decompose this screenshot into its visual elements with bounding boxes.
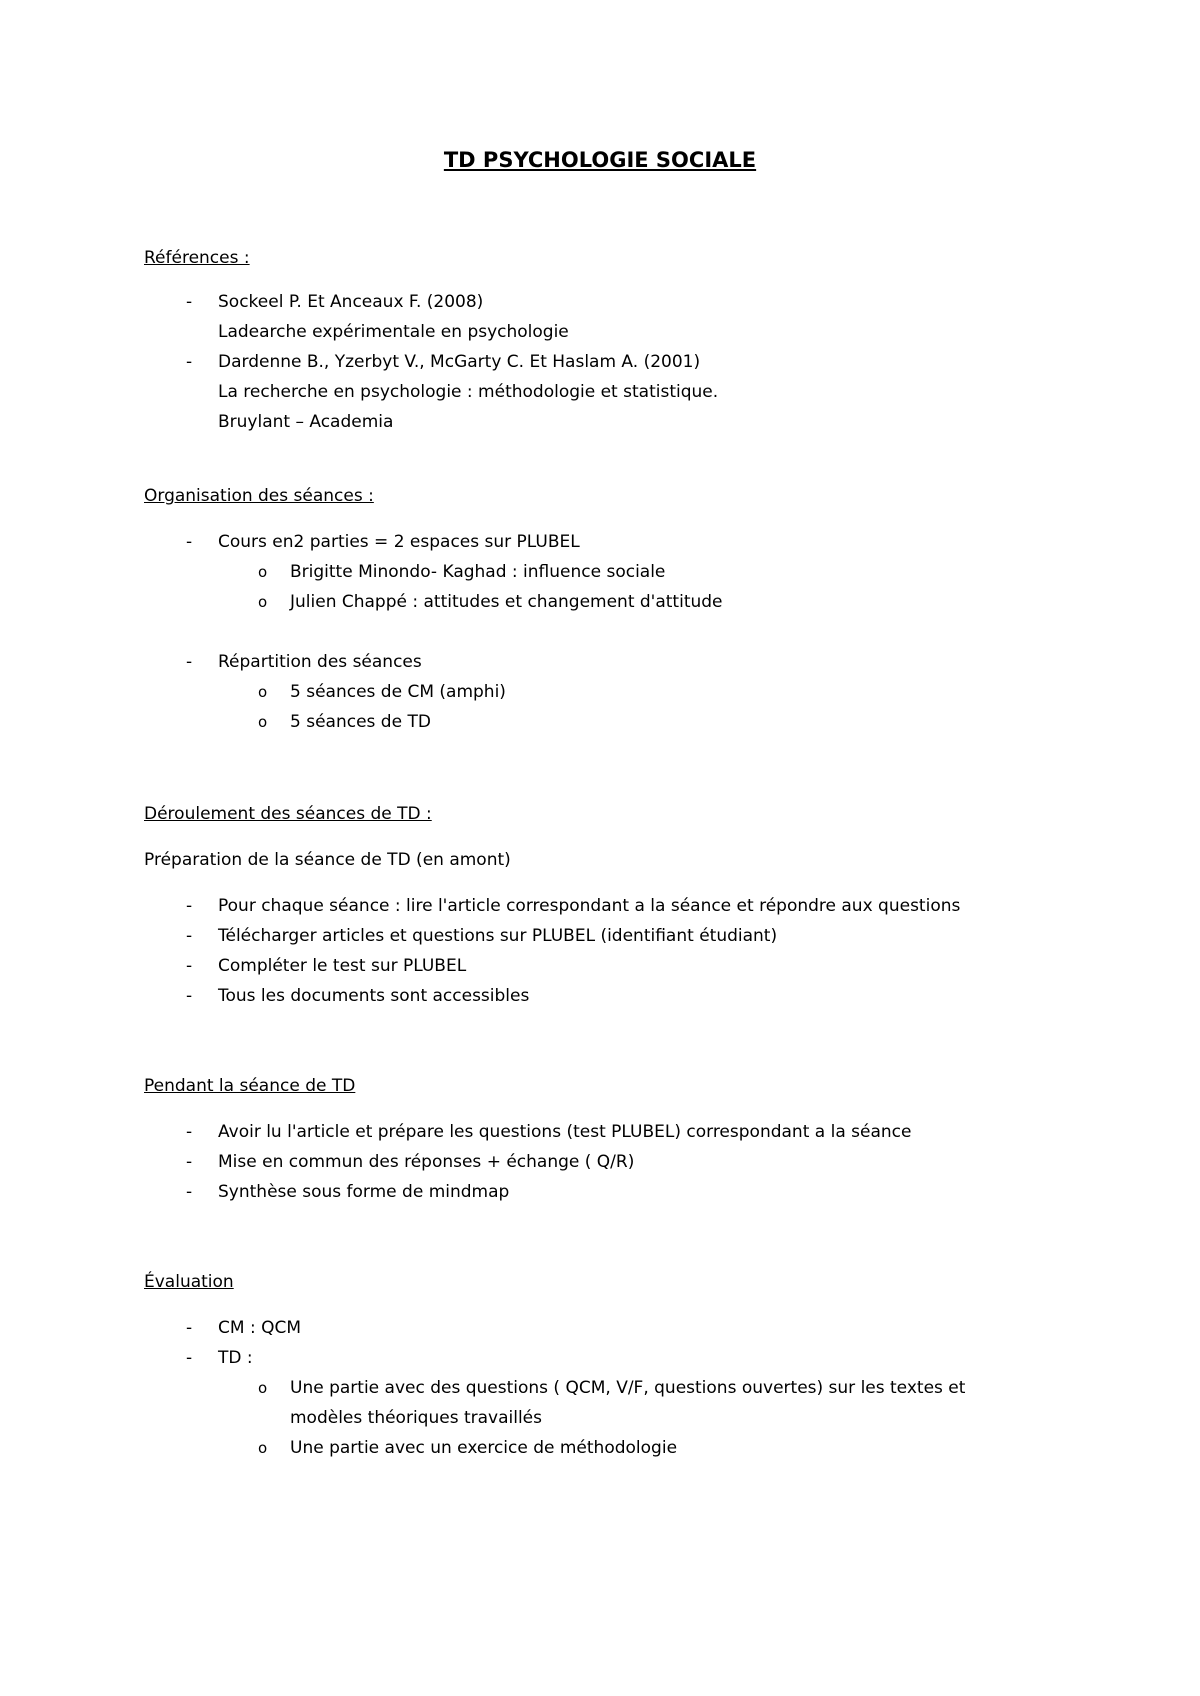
pendant-item: Avoir lu l'article et prépare les questions (test PLUBEL) correspondant a la séance <box>218 1122 912 1142</box>
reference-item-1-title: Ladearche expérimentale en psychologie <box>218 322 569 342</box>
reference-item-2-title: La recherche en psychologie : méthodologie et statistique. <box>218 382 719 402</box>
dash-bullet: - <box>186 1318 193 1338</box>
deroulement-heading: Déroulement des séances de TD : <box>144 804 432 824</box>
reference-item-1: Sockeel P. Et Anceaux F. (2008) <box>218 292 484 312</box>
dash-bullet: - <box>186 532 193 552</box>
pendant-heading: Pendant la séance de TD <box>144 1076 356 1096</box>
evaluation-subitem: Une partie avec des questions ( QCM, V/F, questions ouvertes) sur les textes et <box>290 1378 966 1398</box>
dash-bullet: - <box>186 652 193 672</box>
organisation-subitem: Julien Chappé : attitudes et changement d'attitude <box>290 592 723 612</box>
circle-bullet: o <box>258 713 268 731</box>
circle-bullet: o <box>258 683 268 701</box>
evaluation-subitem: Une partie avec un exercice de méthodologie <box>290 1438 678 1458</box>
dash-bullet: - <box>186 1152 193 1172</box>
dash-bullet: - <box>186 292 193 312</box>
dash-bullet: - <box>186 352 193 372</box>
evaluation-item-cm: CM : QCM <box>218 1318 301 1338</box>
evaluation-heading: Évaluation <box>144 1272 234 1292</box>
reference-item-2: Dardenne B., Yzerbyt V., McGarty C. Et Haslam A. (2001) <box>218 352 701 372</box>
organisation-subitem: 5 séances de TD <box>290 712 431 732</box>
preparation-item: Pour chaque séance : lire l'article correspondant a la séance et répondre aux questions <box>218 896 961 916</box>
preparation-title: Préparation de la séance de TD (en amont) <box>144 850 511 870</box>
organisation-item-sessions: Répartition des séances <box>218 652 422 672</box>
document-title: TD PSYCHOLOGIE SOCIALE <box>443 148 757 172</box>
dash-bullet: - <box>186 1348 193 1368</box>
evaluation-subitem-continued: modèles théoriques travaillés <box>290 1408 542 1428</box>
dash-bullet: - <box>186 956 193 976</box>
circle-bullet: o <box>258 1439 268 1457</box>
pendant-item: Synthèse sous forme de mindmap <box>218 1182 510 1202</box>
circle-bullet: o <box>258 1379 268 1397</box>
dash-bullet: - <box>186 986 193 1006</box>
dash-bullet: - <box>186 1182 193 1202</box>
preparation-item: Télécharger articles et questions sur PLUBEL (identifiant étudiant) <box>218 926 778 946</box>
organisation-subitem: 5 séances de CM (amphi) <box>290 682 506 702</box>
circle-bullet: o <box>258 593 268 611</box>
references-heading: Références : <box>144 248 250 268</box>
organisation-subitem: Brigitte Minondo- Kaghad : influence sociale <box>290 562 666 582</box>
evaluation-item-td: TD : <box>218 1348 253 1368</box>
pendant-item: Mise en commun des réponses + échange ( Q/R) <box>218 1152 635 1172</box>
dash-bullet: - <box>186 1122 193 1142</box>
reference-item-2-publisher: Bruylant – Academia <box>218 412 394 432</box>
preparation-item: Compléter le test sur PLUBEL <box>218 956 467 976</box>
organisation-item-courses: Cours en2 parties = 2 espaces sur PLUBEL <box>218 532 580 552</box>
preparation-item: Tous les documents sont accessibles <box>218 986 530 1006</box>
circle-bullet: o <box>258 563 268 581</box>
dash-bullet: - <box>186 926 193 946</box>
dash-bullet: - <box>186 896 193 916</box>
organisation-heading: Organisation des séances : <box>144 486 374 506</box>
